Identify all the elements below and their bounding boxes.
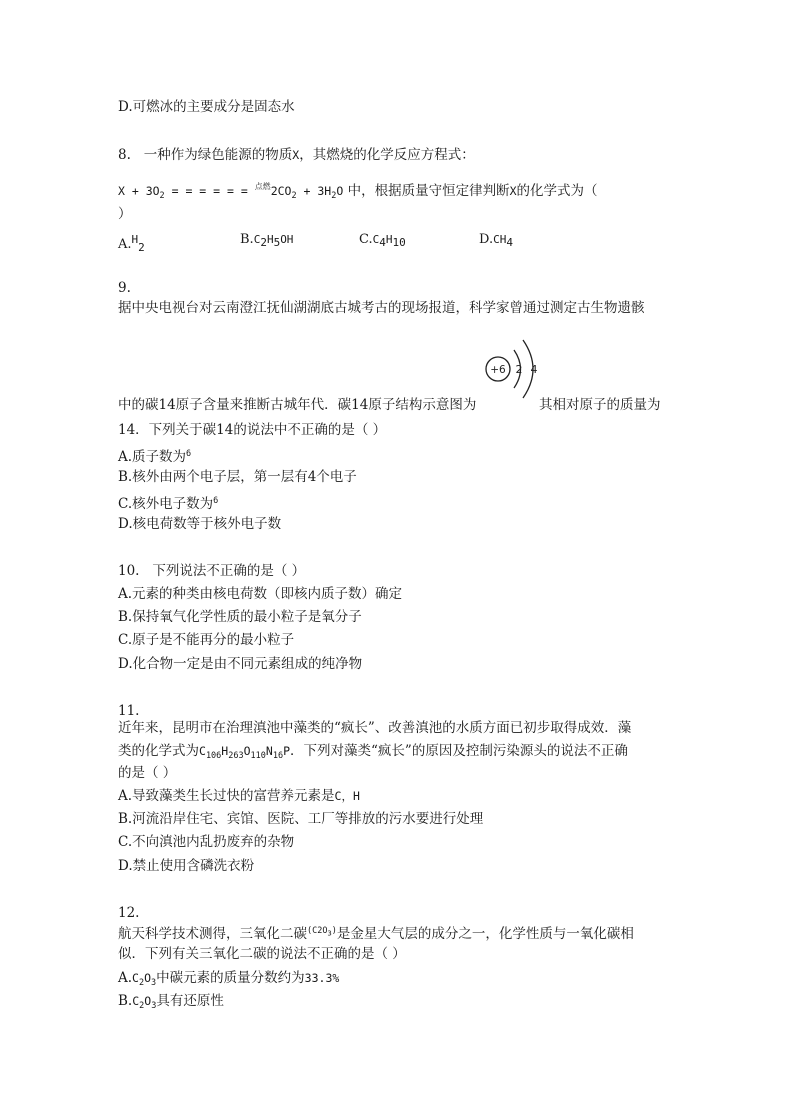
q12-option-a-text: 中碳元素的质量分数约为 [156,970,305,986]
q12-option-b-label: B. [118,993,133,1009]
q11-formula-n-sub: 16 [272,751,284,761]
q12-option-a-c: C [132,971,139,985]
q11-formula-o-sub: 110 [250,751,266,761]
q8-option-d [479,231,513,252]
q11-formula-h-sub: 263 [228,751,244,761]
electron-shell-2-count: 4 [530,363,538,376]
q12-line1-formula-sub: 3 [327,929,332,938]
q11-option-a [118,787,360,805]
q8-stem-var: X [292,148,300,162]
q11-formula-n: N [265,744,273,758]
q8-eq-condition: 点燃 [254,182,271,191]
q8-option-c-sub1: 4 [379,236,386,249]
q8-option-c-c: C [372,233,380,246]
q9-line3: 14．下列关于碳14的说法中不正确的是（ ） [118,422,387,438]
q9-option-d: D.核电荷数等于核外电子数 [118,516,282,532]
q8-option-a-sub: 2 [138,241,145,254]
q8-option-d-ch: CH [493,233,507,246]
q12-line2: 似．下列有关三氧化二碳的说法不正确的是（ ） [118,946,406,962]
q10-option-c: C.原子是不能再分的最小粒子 [118,632,295,648]
q12-option-b-o: O [144,994,152,1008]
q8-eq-co2: 2CO [270,184,292,198]
q12-option-b-sub2: 3 [151,1001,157,1011]
q11-option-b: B.河流沿岸住宅、宾馆、医院、工厂等排放的污水要进行处理 [118,811,484,827]
q10-option-d: D.化合物一定是由不同元素组成的纯净物 [118,656,363,672]
q8-eq-h2o: + 3H [296,184,332,198]
q12-line1 [118,922,634,943]
q8-stem-text: 8. 一种作为绿色能源的物质 [118,147,293,163]
q11-formula-o: O [243,744,251,758]
q12-line1-formula-main: (C2O [307,926,328,936]
q11-line2-a: 类的化学式为 [118,743,199,759]
q11-formula-c: C [199,744,206,758]
q8-eq-reactants: X + 3O [118,184,160,198]
q8-option-a [118,231,145,257]
q9-line2 [118,396,476,414]
q9-line2-b: 其相对原子的质量为 [539,397,661,413]
q12-line1-b: 是金星大气层的成分之一，化学性质与一氧化碳相 [336,926,634,942]
q9-line1: 据中央电视台对云南澄江抚仙湖湖底古城考古的现场报道，科学家曾通过测定古生物遗骸 [118,300,645,316]
q9-option-a-text: A.质子数为 [118,449,187,465]
q11-line1: 近年来，昆明市在治理滇池中藻类的“疯长”、改善滇池的水质方面已初步取得成效．藻 [118,720,632,736]
q12-number: 12. [118,905,140,921]
q11-option-a-text: A.导致藻类生长过快的富营养元素是 [118,788,335,804]
q8-eq-co2-sub: 2 [291,191,297,201]
q9-option-c-text: C.核外电子数为 [118,496,214,512]
q8-option-b-label: B. [240,232,254,247]
q12-option-a-value: 33.3% [304,971,340,985]
q8-option-b-sub1: 2 [260,236,267,249]
q12-option-b [118,992,224,1015]
nucleus-charge: +6 [490,364,506,376]
q12-option-b-text: 具有还原性 [156,993,224,1009]
q8-option-a-label: A. [118,237,132,252]
q11-line2 [118,742,628,765]
q11-option-d: D.禁止使用含磷洗衣粉 [118,858,255,874]
q8-eq-o2-sub: 2 [159,191,165,201]
q8-option-c-sub2: 10 [392,236,406,249]
q12-option-a-sub1: 2 [138,978,145,988]
q8-stem-tail: ，其燃烧的化学反应方程式： [299,147,475,163]
q11-option-a-value: C，H [334,789,360,803]
q11-option-c: C.不向滇池内乱扔废弃的杂物 [118,834,295,850]
q9-option-a-value: 6 [186,449,192,459]
electron-shell-1-count: 2 [515,363,523,376]
q12-option-a-sub2: 3 [151,978,157,988]
q11-formula-p: P [283,744,291,758]
q12-option-a [118,969,339,992]
q10-stem: 10. 下列说法不正确的是（ ） [118,563,306,579]
q8-close-paren: ） [118,206,132,222]
q11-number: 11. [118,703,140,719]
q8-option-c-h: H [385,233,393,246]
q8-option-b-c: C [253,233,261,246]
q8-stem [118,146,475,164]
q10-option-b: B.保持氧气化学性质的最小粒子是氧分子 [118,609,362,625]
q9-option-c-value: 6 [213,496,219,506]
q8-option-c-label: C. [359,232,373,247]
q8-eq-tail-var: X [509,184,517,198]
q8-option-d-label: D. [479,232,494,247]
q9-option-a [118,445,191,466]
q8-option-b-h: H [266,233,274,246]
q12-option-b-c: C [132,994,140,1008]
q11-formula-h: H [221,744,229,758]
q12-option-b-sub1: 2 [139,1001,145,1011]
q9-option-c [118,492,218,513]
q12-line1-a: 航天科学技术测得，三氧化二碳 [118,926,307,942]
q9-line2-a: 中的碳14原子含量来推断古城年代．碳14原子结构示意图为 [118,397,477,413]
q8-eq-equals: = = = = = = [164,184,255,198]
q8-equation [118,178,598,205]
q8-option-b-sub2: 5 [273,236,281,249]
q10-option-a: A.元素的种类由核电荷数（即核内质子数）确定 [118,586,403,602]
q7-option-d: D.可燃冰的主要成分是固态水 [118,99,295,115]
q9-number: 9. [118,280,131,296]
q8-eq-h2o-o: O [336,184,344,198]
q12-option-a-label: A. [118,970,133,986]
q8-eq-tail: 中，根据质量守恒定律判断 [343,183,510,199]
carbon-atom-structure-diagram [483,328,545,410]
q8-eq-tail-b: 的化学式为（ [516,183,598,199]
q11-line2-b: ．下列对藻类“疯长”的原因及控制污染源头的说法不正确 [290,743,628,759]
q12-line1-formula [307,926,337,936]
q8-option-a-formula: H [131,233,139,246]
q8-eq-h2o-sub: 2 [331,191,337,201]
q11-formula-c-sub: 106 [205,751,222,761]
q11-line3: 的是（ ） [118,765,177,781]
q12-option-a-o: O [144,971,152,985]
q8-option-d-sub: 4 [506,236,513,249]
q8-option-b-oh: OH [280,233,294,246]
q9-option-b: B.核外由两个电子层，第一层有4个电子 [118,469,357,485]
q8-option-c [359,231,406,252]
q12-line1-formula-close: ) [331,926,337,936]
q8-option-b [240,231,293,252]
